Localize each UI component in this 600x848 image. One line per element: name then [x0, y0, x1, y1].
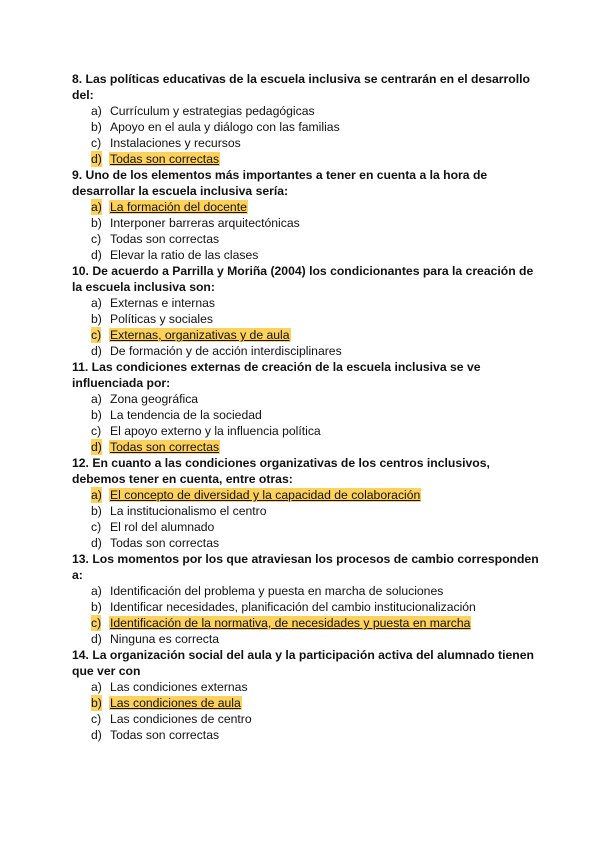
- option-letter: c): [91, 616, 102, 630]
- question-title: 14. La organización social del aula y la participación activa del alumnado tienen que ver con: [72, 648, 534, 678]
- option-text: De formación y de acción interdisciplinares: [110, 344, 342, 358]
- answer-option: [72, 215, 542, 231]
- question-title: 10. De acuerdo a Parrilla y Moriña (2004) los condicionantes para la creación de la escuela inclusiva son:: [72, 264, 534, 294]
- option-letter: b): [91, 504, 102, 518]
- answer-option: [72, 423, 542, 439]
- option-letter: d): [91, 536, 102, 550]
- question-13: [72, 551, 542, 647]
- answer-option: [72, 599, 542, 615]
- option-letter: c): [91, 232, 102, 246]
- option-text: Las condiciones de aula: [110, 696, 241, 710]
- answer-option: [72, 103, 542, 119]
- option-text: Ninguna es correcta: [110, 632, 220, 646]
- answer-option: [72, 391, 542, 407]
- options-list: [72, 487, 542, 551]
- answer-option: [72, 519, 542, 535]
- options-list: [72, 103, 542, 167]
- option-letter: a): [91, 680, 102, 694]
- option-text: El apoyo externo y la influencia política: [110, 424, 321, 438]
- answer-option: [72, 727, 542, 743]
- answer-option: [72, 295, 542, 311]
- option-text: La formación del docente: [110, 200, 247, 214]
- answer-option: [72, 135, 542, 151]
- answer-option: [72, 583, 542, 599]
- answer-option: [72, 535, 542, 551]
- answer-option: [72, 631, 542, 647]
- question-14: [72, 647, 542, 743]
- answer-option-correct: [72, 199, 542, 215]
- question-12: [72, 455, 542, 551]
- option-letter: a): [91, 104, 102, 118]
- option-text: Todas son correctas: [110, 232, 220, 246]
- options-list: [72, 391, 542, 455]
- option-letter: c): [91, 328, 102, 342]
- answer-option: [72, 711, 542, 727]
- question-title: 11. Las condiciones externas de creación de la escuela inclusiva se ve influenciada por:: [72, 360, 481, 390]
- option-text: Todas son correctas: [110, 152, 220, 166]
- question-10: [72, 263, 542, 359]
- option-text: Las condiciones externas: [110, 680, 248, 694]
- option-letter: c): [91, 520, 102, 534]
- option-letter: d): [91, 632, 102, 646]
- option-text: Todas son correctas: [110, 440, 220, 454]
- option-letter: b): [91, 408, 102, 422]
- answer-option-correct: [72, 439, 542, 455]
- option-text: Interponer barreras arquitectónicas: [110, 216, 300, 230]
- answer-option-correct: [72, 615, 542, 631]
- options-list: [72, 679, 542, 743]
- question-11: [72, 359, 542, 455]
- answer-option: [72, 503, 542, 519]
- option-letter: a): [91, 392, 102, 406]
- question-title: 8. Las políticas educativas de la escuela inclusiva se centrarán en el desarrollo del:: [72, 72, 530, 102]
- question-title: 9. Uno de los elementos más importantes a tener en cuenta a la hora de desarrollar la escuela inclusiva sería:: [72, 168, 488, 198]
- answer-option: [72, 343, 542, 359]
- question-title: 12. En cuanto a las condiciones organizativas de los centros inclusivos, debemos tener en cuenta, entre otras:: [72, 456, 490, 486]
- answer-option-correct: [72, 695, 542, 711]
- option-letter: b): [91, 696, 102, 710]
- option-text: Políticas y sociales: [110, 312, 213, 326]
- option-text: Identificación de la normativa, de necesidades y puesta en marcha: [110, 616, 471, 630]
- option-text: Externas, organizativas y de aula: [110, 328, 290, 342]
- answer-option: [72, 231, 542, 247]
- answer-option-correct: [72, 487, 542, 503]
- answer-option: [72, 407, 542, 423]
- question-title: 13. Los momentos por los que atraviesan los procesos de cambio corresponden a:: [72, 552, 539, 582]
- option-text: La tendencia de la sociedad: [110, 408, 262, 422]
- option-text: Todas son correctas: [110, 728, 220, 742]
- question-9: [72, 167, 542, 263]
- option-text: Todas son correctas: [110, 536, 220, 550]
- option-letter: c): [91, 712, 102, 726]
- option-text: Identificación del problema y puesta en marcha de soluciones: [110, 584, 444, 598]
- option-text: Instalaciones y recursos: [110, 136, 241, 150]
- options-list: [72, 583, 542, 647]
- option-text: El concepto de diversidad y la capacidad de colaboración: [110, 488, 421, 502]
- option-letter: b): [91, 216, 102, 230]
- option-text: El rol del alumnado: [110, 520, 215, 534]
- option-text: Apoyo en el aula y diálogo con las familias: [110, 120, 340, 134]
- option-text: La institucionalismo el centro: [110, 504, 267, 518]
- option-letter: c): [91, 424, 102, 438]
- answer-option-correct: [72, 151, 542, 167]
- option-text: Elevar la ratio de las clases: [110, 248, 259, 262]
- option-letter: a): [91, 584, 102, 598]
- option-text: Externas e internas: [110, 296, 216, 310]
- answer-option-correct: [72, 327, 542, 343]
- option-letter: a): [91, 200, 102, 214]
- option-letter: a): [91, 296, 102, 310]
- option-text: Identificar necesidades, planificación del cambio institucionalización: [110, 600, 476, 614]
- option-letter: d): [91, 248, 102, 262]
- answer-option: [72, 247, 542, 263]
- options-list: [72, 199, 542, 263]
- option-letter: d): [91, 440, 102, 454]
- option-letter: d): [91, 728, 102, 742]
- option-text: Currículum y estrategias pedagógicas: [110, 104, 315, 118]
- answer-option: [72, 679, 542, 695]
- option-letter: c): [91, 136, 102, 150]
- option-letter: b): [91, 600, 102, 614]
- option-letter: d): [91, 344, 102, 358]
- option-letter: b): [91, 312, 102, 326]
- option-text: Zona geográfica: [110, 392, 199, 406]
- answer-option: [72, 311, 542, 327]
- answer-option: [72, 119, 542, 135]
- question-8: [72, 71, 542, 167]
- option-letter: a): [91, 488, 102, 502]
- options-list: [72, 295, 542, 359]
- question-list: [72, 71, 542, 743]
- option-letter: b): [91, 120, 102, 134]
- option-text: Las condiciones de centro: [110, 712, 252, 726]
- option-letter: d): [91, 152, 102, 166]
